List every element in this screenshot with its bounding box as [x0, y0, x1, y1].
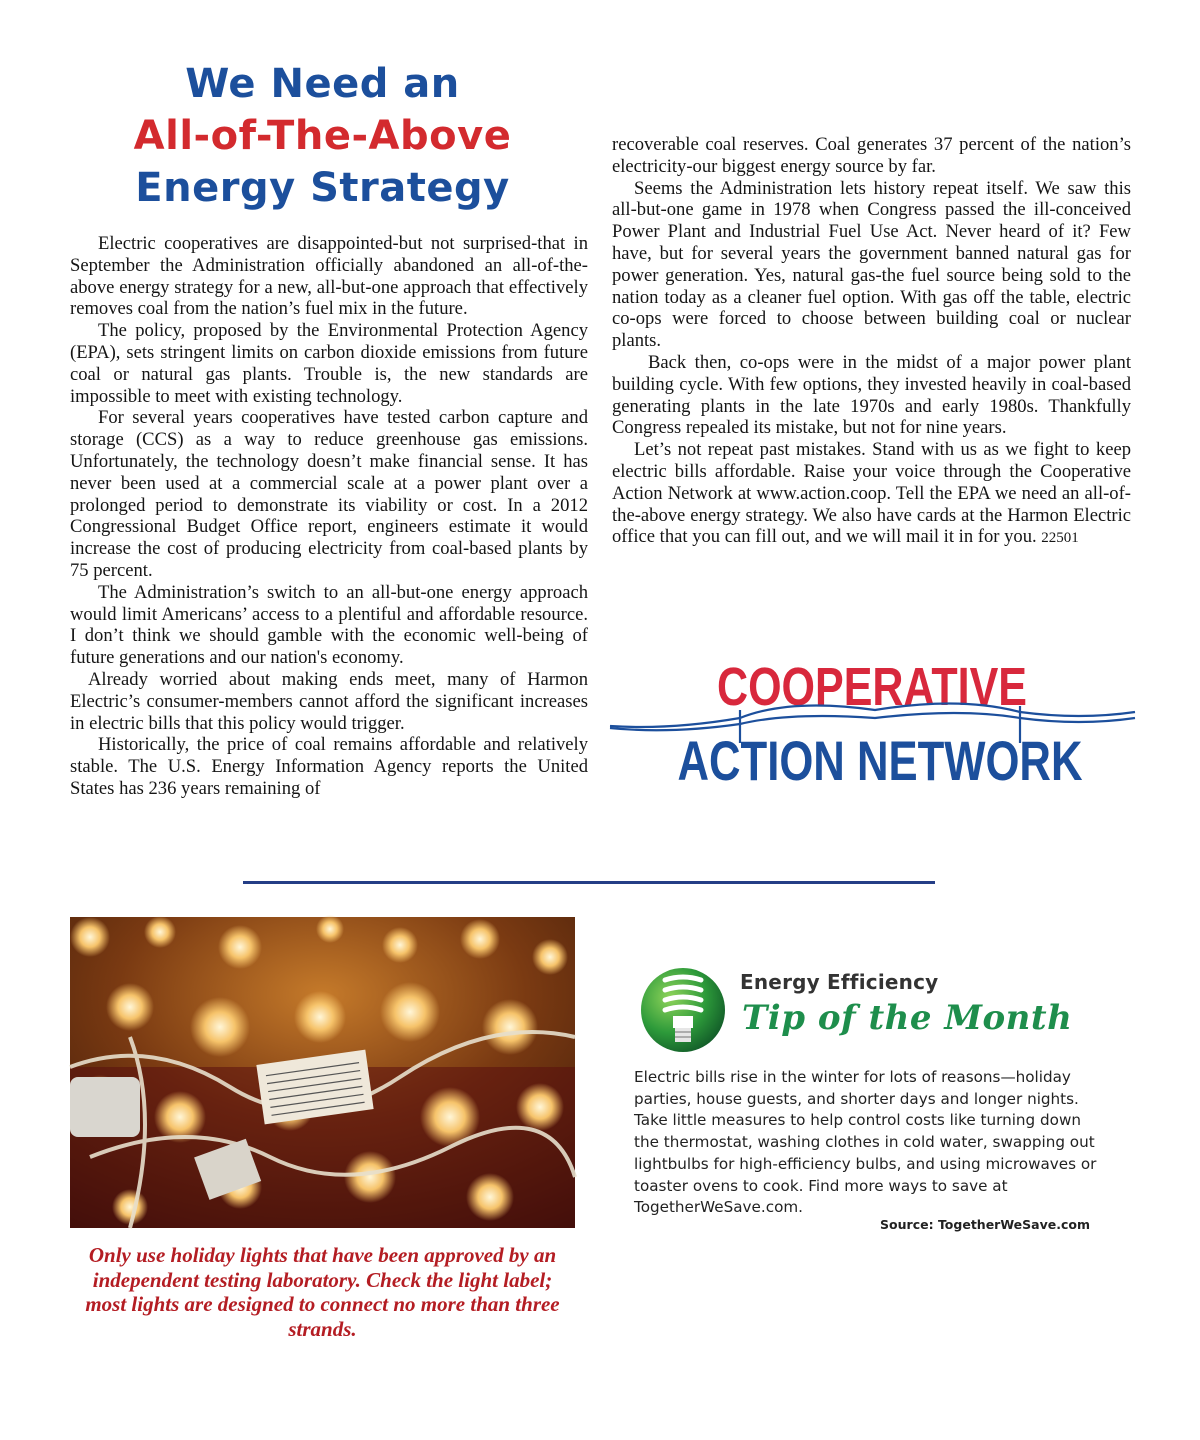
tip-subheading: Tip of the Month	[742, 998, 1073, 1038]
headline-line-1: We Need an	[185, 61, 460, 107]
article-column-1	[70, 233, 588, 800]
tip-source: Source: TogetherWeSave.com	[880, 1217, 1090, 1232]
article-paragraph: Historically, the price of coal remains affordable and relatively stable. The U.S. Energy Information Agency reports the United States has 236 years remaining of	[70, 734, 588, 799]
article-paragraph: Seems the Administration lets history repeat itself. We saw this all-but-one game in 1978 when Congress passed the ill-conceived Power Plant and Industrial Fuel Use Act. Never heard of it? Few have, but for several years the government banned natural gas for power generation. Yes, natural gas-the fuel source being sold to the nation today as a cleaner fuel option. With gas off the table, electric co-ops were forced to choose between building coal or nuclear plants.	[612, 177, 1131, 352]
article-paragraph: Back then, co-ops were in the midst of a major power plant building cycle. With few options, they invested heavily in coal-based generating plants in the late 1970s and early 1980s. Thankfully Congress repealed its mistake, but not for nine years.	[612, 351, 1131, 439]
article-code: 22501	[1041, 530, 1079, 547]
article-headline	[70, 58, 575, 214]
logo-line-1: COOPERATIVE	[717, 657, 1027, 717]
article-paragraph-continued: recoverable coal reserves. Coal generates 37 percent of the nation’s electricity-our biggest energy source by far.	[612, 134, 1131, 177]
article-paragraph: The policy, proposed by the Environmental Protection Agency (EPA), sets stringent limits on carbon dioxide emissions from future coal or natural gas plants. Trouble is, the new standards are impossible to meet with existing technology.	[70, 320, 588, 407]
article-paragraph: The Administration’s switch to an all-but-one energy approach would limit Americans’ access to a plentiful and affordable resource. I don’t think we should gamble with the economic well-being of future generations and our nation's economy.	[70, 581, 588, 669]
headline-line-2: All-of-The-Above	[133, 113, 512, 159]
article-paragraph: Already worried about making ends meet, many of Harmon Electric’s consumer-members cannot afford the significant increases in electric bills that this policy would trigger.	[70, 668, 588, 734]
headline-line-3: Energy Strategy	[135, 165, 510, 211]
tip-heading: Energy Efficiency	[740, 970, 939, 994]
closing-paragraph-text: Let’s not repeat past mistakes. Stand with us as we fight to keep electric bills affordable. Raise your voice through the Cooperative Action Network at www.action.coop. Tell the EPA we need an all-of-the-above energy strategy. We also have cards at the Harmon Electric office that you can fill out, and we will mail it in for you.	[612, 439, 1131, 548]
cooperative-action-network-logo	[610, 648, 1135, 792]
article-paragraph: Electric cooperatives are disappointed-but not surprised-that in September the Administration officially abandoned an all-of-the-above energy strategy for a new, all-but-one approach that effectively removes coal from the nation’s fuel mix in the future.	[70, 233, 588, 320]
photo-caption: Only use holiday lights that have been approved by an independent testing laboratory. Check the light label; most lights are designed to connect no more than three strands.	[85, 1243, 560, 1341]
article-paragraph: For several years cooperatives have tested carbon capture and storage (CCS) as a way to reduce greenhouse gas emissions. Unfortunately, the technology doesn’t make financial sense. It has never been used at a commercial scale at a power plant over a prolonged period to demonstrate its viability or cost. In a 2012 Congressional Budget Office report, engineers estimate it would increase the cost of producing electricity from coal-based plants by 75 percent.	[70, 407, 588, 581]
holiday-lights-photo	[70, 917, 575, 1228]
cfl-bulb-icon	[635, 960, 735, 1060]
logo-line-2: ACTION NETWORK	[677, 729, 1083, 792]
tip-body: Electric bills rise in the winter for lots of reasons—holiday parties, house guests, and shorter days and longer nights. Take little measures to help control costs like turning down the thermostat, washing clothes in cold water, swapping out lightbulbs for high-efficiency bulbs, and using microwaves or toaster ovens to cook. Find more ways to save at TogetherWeSave.com.	[634, 1068, 1097, 1217]
section-divider	[243, 881, 935, 884]
article-column-2	[612, 134, 1131, 550]
article-paragraph	[612, 439, 1131, 550]
